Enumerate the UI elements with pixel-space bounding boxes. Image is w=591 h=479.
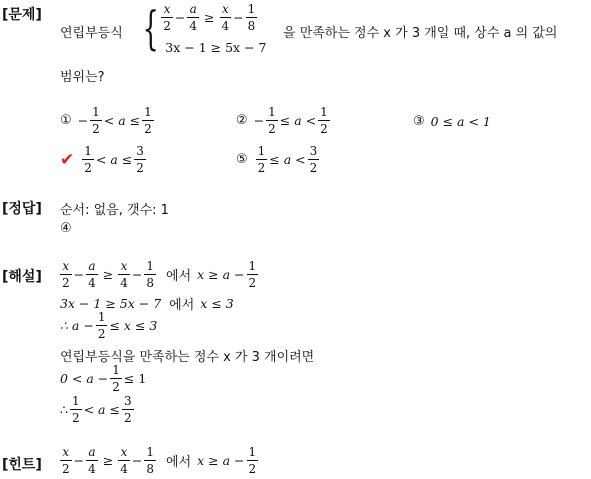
- hint-line-1: $\frac{x}{2}$ − $\frac{a}{4}$ ≥ $\frac{x}{4}$ − $\frac{1}{8}$ 에서 x ≥ a − $\frac{1}{2}$: [62, 445, 257, 476]
- choice-3[interactable]: ③ 0 ≤ a < 1: [413, 114, 491, 129]
- problem-prefix: 연립부등식: [60, 26, 123, 41]
- solution-line-3: ∴ a − $\frac{1}{2}$ ≤ x ≤ 3: [60, 310, 158, 341]
- choice-1[interactable]: ① − $\frac{1}{2}$ < a ≤ $\frac{1}{2}$: [60, 105, 152, 136]
- solution-line-2: 3x − 1 ≥ 5x − 7 에서 x ≤ 3: [60, 296, 234, 313]
- answer-tag: [정답]: [2, 201, 42, 217]
- inequality-system: [136, 0, 266, 55]
- check-mark-icon: ✔: [60, 149, 75, 170]
- solution-line-5: 0 < a − $\frac{1}{2}$ ≤ 1: [60, 363, 147, 394]
- solution-line-4: 연립부등식을 만족하는 정수 x 가 3 개이려면: [60, 350, 315, 365]
- hint-tag: [힌트]: [2, 457, 42, 473]
- problem-suffix: 을 만족하는 정수 x 가 3 개일 때, 상수 a 의 값의: [283, 26, 558, 41]
- solution-line-6: ∴ $\frac{1}{2}$ < a ≤ $\frac{3}{2}$: [60, 394, 132, 425]
- problem-line-2: 범위는?: [60, 70, 105, 85]
- solution-line-1: $\frac{x}{2}$ − $\frac{a}{4}$ ≥ $\frac{x}{4}$ − $\frac{1}{8}$ 에서 x ≥ a − $\frac{1}{2}$: [62, 259, 257, 290]
- left-brace: {: [142, 0, 159, 55]
- solution-tag: [해설]: [2, 269, 42, 285]
- choice-2[interactable]: ② − $\frac{1}{2}$ ≤ a < $\frac{1}{2}$: [236, 105, 328, 136]
- system-line-1: $\frac{x}{2}$ − $\frac{a}{4}$ ≥ $\frac{x}{4}$ − $\frac{1}{8}$: [163, 1, 256, 33]
- system-line-2: 3x − 1 ≥ 5x − 7: [165, 40, 267, 55]
- choice-5[interactable]: ⑤ $\frac{1}{2}$ ≤ a < $\frac{3}{2}$: [236, 144, 318, 175]
- answer-info: 순서: 없음, 갯수: 1: [60, 203, 169, 218]
- choice-4[interactable]: ✔ $\frac{1}{2}$ < a ≤ $\frac{3}{2}$: [60, 144, 144, 175]
- problem-tag: [문제]: [2, 7, 42, 23]
- answer-value: ④: [60, 221, 72, 236]
